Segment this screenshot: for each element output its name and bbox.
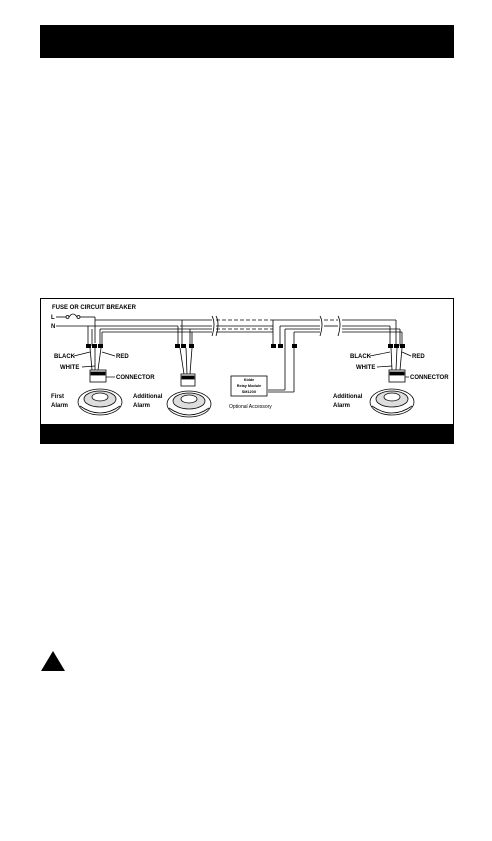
additional-alarm-right-label-2: Alarm [333, 403, 351, 409]
additional-alarm-label-1: Additional [133, 394, 163, 400]
first-alarm-label-1: First [51, 394, 65, 400]
additional-alarm-right-label-1: Additional [333, 394, 363, 400]
black-label: BLACK [54, 354, 75, 360]
black-label-right: BLACK [350, 354, 371, 360]
first-alarm-label-2: Alarm [51, 403, 69, 409]
connector-label-right: CONNECTOR [410, 375, 449, 381]
header-bar [40, 25, 454, 58]
warning-triangle-icon [40, 650, 66, 672]
white-label: WHITE [60, 365, 80, 371]
white-label-right: WHITE [356, 365, 376, 371]
connector-label: CONNECTOR [116, 375, 155, 381]
relay-label-3: SM120X [241, 390, 257, 394]
optional-accessory-label: Optional Accessory [229, 404, 272, 410]
fuse-label: FUSE OR CIRCUIT BREAKER [52, 305, 137, 311]
wiring-diagram [40, 298, 454, 444]
relay-label-1: Kidde [243, 378, 255, 382]
relay-label-2: Relay Module [236, 384, 262, 388]
diagram-footer-bar [40, 424, 454, 444]
red-label: RED [116, 354, 129, 360]
line-n-label: N [51, 324, 56, 330]
red-label-right: RED [412, 354, 425, 360]
additional-alarm-label-2: Alarm [133, 403, 151, 409]
line-l-label: L [51, 315, 55, 321]
